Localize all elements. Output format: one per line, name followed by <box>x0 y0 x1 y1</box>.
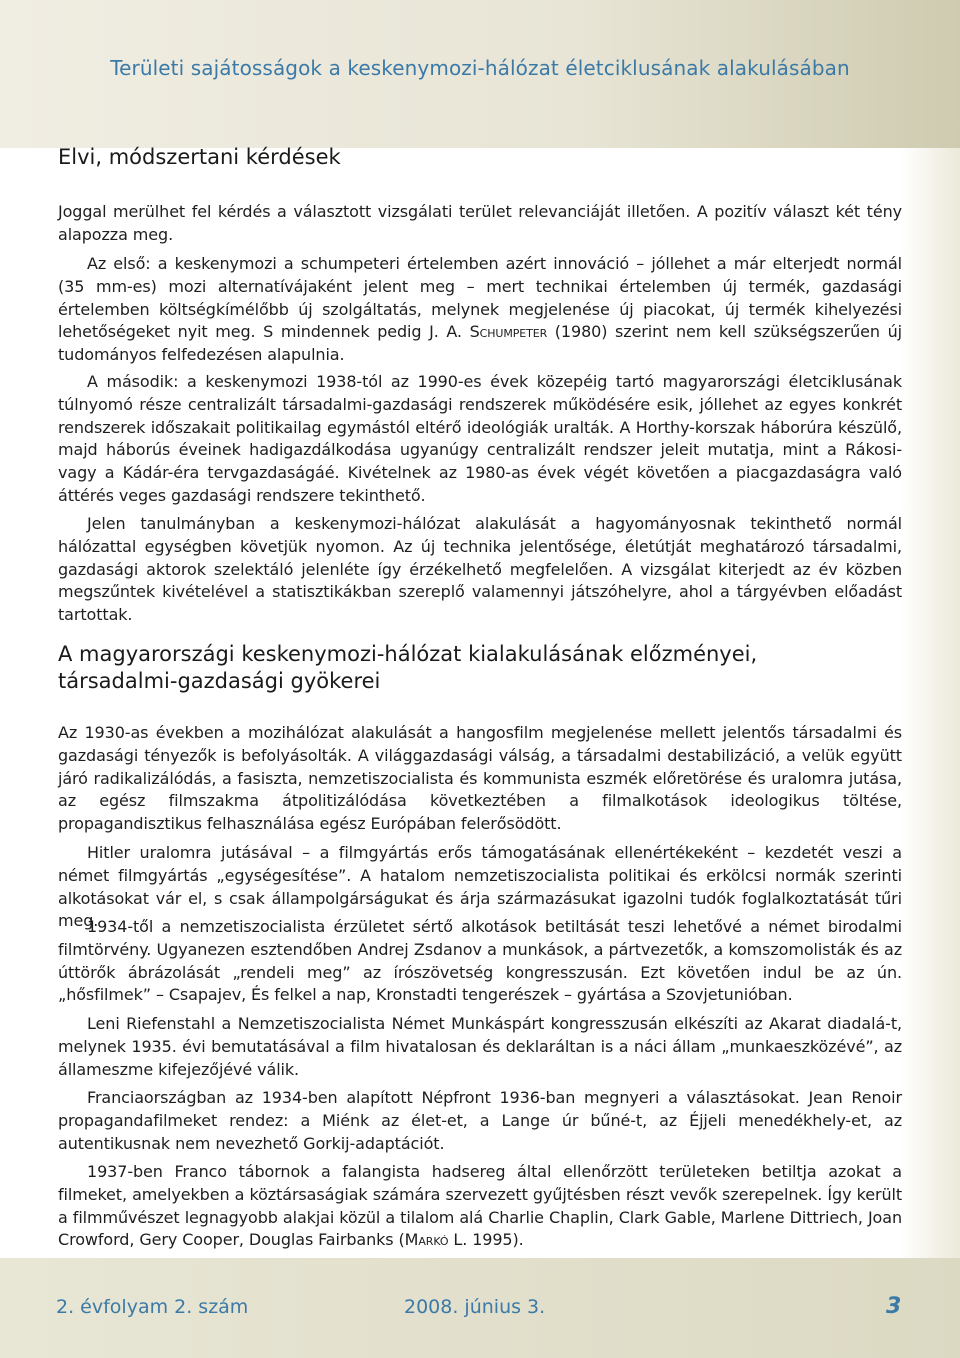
paragraph: 1934-től a nemzetiszocialista érzületet sértő alkotások betiltását teszi lehetővé a német birodalmi filmtörvény. Ugyanezen esztendőben Andrej Zsdanov a munkások, a pártvezetők, a komszomolisták és az úttörők ábrázolását „rendeli meg” az írószövetség kongresszusán. Ezt követően indul be az ún. „hősfilmek” – Csapajev, És felkel a nap, Kronstadti tengerészek – gyártása a Szovjetunióban. <box>58 917 902 1005</box>
page-number: 3 <box>886 1294 902 1319</box>
paragraph: A második: a keskenymozi 1938-tól az 1990-es évek közepéig tartó magyarországi életciklusának túlnyomó része centralizált társadalmi-gazdasági rendszerek működésére esik, jóllehet az egyes konkrét rendszerek időszakait politikailag egymástól eltérő ideológiák uralták. A Horthy-korszak háborúra készülő, majd háborús éveinek hadigazdálkodása ugyanúgy centralizált rendszer jeleit mutatja, mint a Rákosi- vagy a Kádár-éra tervgazdaságáé. Kivételnek az 1980-as évek végét követően a piacgazdaságra való áttérés veges gazdasági rendszere tekinthető. <box>58 372 902 505</box>
section-heading-origins: A magyarországi keskenymozi-hálózat kialakulásának előzményei, társadalmi-gazdasági gyökerei <box>58 642 758 693</box>
paragraph-text: (1980) szerint nem kell szükségszerűen új tudományos felfedezésen alapulnia. <box>58 322 902 365</box>
paragraph: Az 1930-as években a mozihálózat alakulását a hangosfilm megjelenése mellett jelentős társadalmi és gazdasági tényezők is befolyásolták. A világgazdasági válság, a társadalmi destabilizáció, a velük együtt járó radikalizálódás, a fasiszta, nemzetiszocialista és kommunista eszmék előretörése és uralomra jutása, az egész filmszakma átpolitizálódása következtében a filmalkotások ideologikus töltése, propagandisztikus felhasználása egész Európában felerősödött. <box>58 723 902 834</box>
section-heading-methodology: Elvi, módszertani kérdések <box>58 145 341 169</box>
paragraph: Leni Riefenstahl a Nemzetiszocialista Német Munkáspárt kongresszusán elkészíti az Akarat diadalá-t, melynek 1935. évi bemutatásával a film hivatalosan és deklaráltan is a náci állam „munkaeszközévé”, az állameszme kifejezőjévé válik. <box>58 1014 902 1079</box>
footer-volume: 2. évfolyam 2. szám <box>56 1296 249 1318</box>
paragraph <box>58 1161 902 1252</box>
author-name: Markó <box>404 1230 449 1250</box>
paragraph: Jelen tanulmányban a keskenymozi-hálózat alakulását a hagyományosnak tekinthető normál hálózattal egységben követjük nyomon. Az új technika jelentősége, életútját meghatározó társadalmi, gazdasági aktorok szelektáló jelenléte így érzékelhető megfelelően. A vizsgálat kiterjedt az év közben megszűntek kivételével a statisztikákban szereplő valamennyi játszóhelyre, ahol a tárgyévben előadást tartottak. <box>58 514 902 625</box>
running-title: Területi sajátosságok a keskenymozi-hálózat életciklusának alakulásában <box>110 56 850 80</box>
paragraph: Franciaországban az 1934-ben alapított Népfront 1936-ban megnyeri a választásokat. Jean Renoir propagandafilmeket rendez: a Miénk az élet-et, a Lange úr bűné-t, az Éjjeli menedékhely-et, az autentikusnak nem nevezhető Gorkij-adaptációt. <box>58 1088 902 1153</box>
paragraph-text: 1937-ben Franco tábornok a falangista hadsereg által ellenőrzött területeken betiltja azokat a filmeket, amelyekben a köztársaságiak számára szervezett gyűjtésben részt vevők szerepelnek. Így került a filmművészet legnagyobb alakjai közül a tilalom alá Charlie Chaplin, Clark Gable, Marlene Dittriech, Joan Crowford, Gery Cooper, Douglas Fairbanks ( <box>58 1162 902 1250</box>
decorative-strip <box>900 148 960 1258</box>
author-name: Schumpeter <box>469 322 548 342</box>
paragraph: Joggal merülhet fel kérdés a választott vizsgálati terület relevanciáját illetően. A pozitív választ két tény alapozza meg. <box>58 202 902 244</box>
paragraph: Hitler uralomra jutásával – a filmgyártás erős támogatásának ellenértékeként – kezdetét veszi a német filmgyártás „egységesítése”. A hatalom nemzetiszocialista politikai és erkölcsi normák szerinti alkotásokat vár el, s csak állampolgárságukat és árja származásukat igazolni tudók foglalkoztatását tűri meg. <box>58 843 902 931</box>
footer-date: 2008. június 3. <box>404 1296 546 1318</box>
paragraph-text: Az első: a keskenymozi a schumpeteri értelemben azért innováció – jóllehet a már elterjedt normál (35 mm-es) mozi alternatívájaként jelent meg – mert technikai értelemben új termék, gazdasági értelemben költségkímélőbb új szolgáltatás, melynek megjelenése új piacokat, új termék kihelyezési lehetőségeket nyit meg. S mindennek pedig J. A. <box>58 254 902 342</box>
paragraph <box>58 253 902 367</box>
paragraph-text: L. 1995). <box>448 1230 524 1250</box>
